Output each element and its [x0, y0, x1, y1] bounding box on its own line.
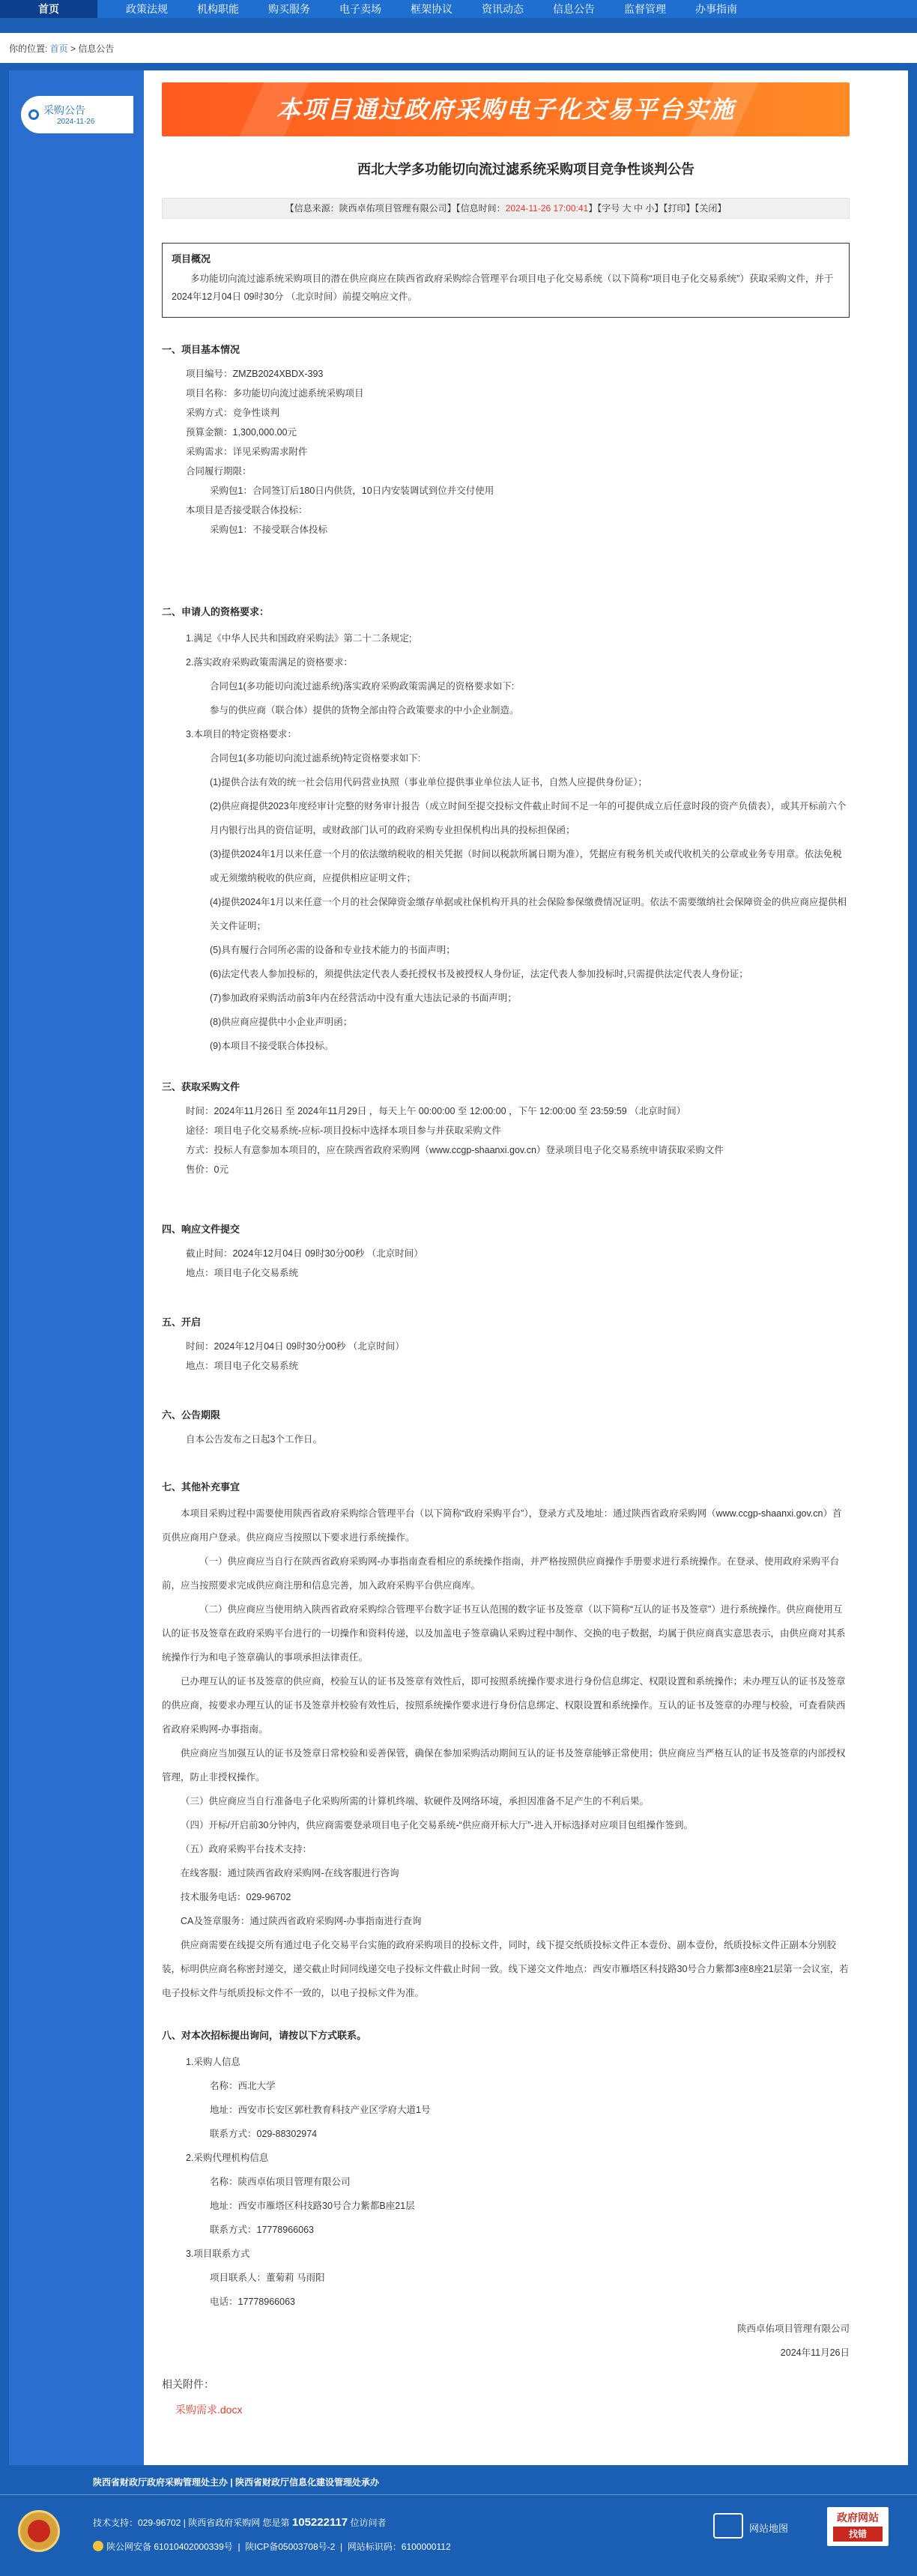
- paragraph: （四）开标/开启前30分钟内，供应商需要登录项目电子化交易系统-“供应商开标大厅”-进入开标选择对应项目包组操作签到。: [181, 1820, 694, 1830]
- qualification-line: 1.满足《中华人民共和国政府采购法》第二十二条规定;: [186, 633, 412, 644]
- breadcrumb: [0, 33, 917, 63]
- nav-guide[interactable]: 办事指南: [695, 3, 737, 15]
- contact-line: 3.项目联系方式: [186, 2249, 250, 2259]
- font-label: 】【字号: [588, 203, 620, 214]
- e-platform-banner: [162, 82, 850, 136]
- project-overview: [162, 243, 850, 318]
- contract-period-value: 采购包1：合同签订后180日内供货，10日内安装调试到位并交付使用: [210, 486, 494, 496]
- icp-police[interactable]: 陕公网安备 61010402000339号: [106, 2542, 233, 2552]
- section-notice-period: [162, 1407, 850, 1449]
- footer-support: [93, 2516, 387, 2529]
- nav-purchase-service[interactable]: 购买服务: [268, 3, 310, 15]
- paragraph: （五）政府采购平台技术支持：: [181, 1844, 312, 1854]
- opening-time: 时间：2024年12月04日 09时30分00秒 （北京时间）: [186, 1341, 405, 1352]
- contact-line: 名称：陕西卓佑项目管理有限公司: [210, 2177, 351, 2187]
- banner-text: 本项目通过政府采购电子化交易平台实施: [276, 95, 735, 124]
- contact-line: 地址：西安市长安区郭杜教育科技产业区学府大道1号: [210, 2105, 431, 2115]
- nav-home[interactable]: 首页: [0, 0, 97, 18]
- print-button[interactable]: 】【打印】: [654, 203, 695, 214]
- time-label: 】【信息时间：: [447, 203, 506, 214]
- section-heading: 八、对本次招标提出询问，请按以下方式联系。: [162, 2030, 367, 2041]
- contact-line: 名称：西北大学: [210, 2081, 276, 2091]
- breadcrumb-sep: >: [70, 43, 76, 54]
- submission-location: 地点：项目电子化交易系统: [186, 1268, 299, 1278]
- qualification-line: (7)参加政府采购活动前3年内在经营活动中没有重大违法记录的书面声明；: [210, 993, 517, 1003]
- contact-line: 电话：17778966063: [210, 2297, 295, 2307]
- qualification-line: (9)本项目不接受联合体投标。: [210, 1041, 334, 1051]
- qualification-line: (8)供应商应提供中小企业声明函；: [210, 1017, 353, 1027]
- section-opening: [162, 1314, 850, 1376]
- notice-period: 自本公告发布之日起3个工作日。: [186, 1434, 322, 1445]
- section-heading: 五、开启: [162, 1316, 202, 1328]
- breadcrumb-prefix: 你的位置:: [9, 43, 48, 54]
- paragraph: （一）供应商应当自行在陕西省政府采购网-办事指南查看相应的系统操作指南，并严格按照供应商操作手册要求进行系统操作。在登录、使用政府采购平台前，应当按照要求完成供应商注册和信息完善，加入政府采购平台供应商库。: [162, 1556, 840, 1591]
- signing-date: 2024年11月26日: [780, 2347, 850, 2358]
- section-heading: 一、项目基本情况: [162, 344, 240, 355]
- section-heading: 六、公告期限: [162, 1409, 221, 1421]
- source-value: 陕西卓佑项目管理有限公司: [339, 203, 447, 214]
- signing-org: 陕西卓佑项目管理有限公司: [736, 2323, 850, 2334]
- paragraph: 本项目采购过程中需要使用陕西省政府采购综合管理平台（以下简称“政府采购平台”），登录方式及地址：通过陕西省政府采购网（www.ccgp-shaanxi.gov.cn）首页供应商用户登录。供应商应当按照以下要求进行系统操作。: [162, 1508, 842, 1543]
- budget-amount: 预算金额：1,300,000.00元: [186, 427, 297, 438]
- breadcrumb-home[interactable]: 首页: [49, 43, 68, 54]
- nav-announcements[interactable]: 信息公告: [553, 3, 595, 15]
- contract-period-label: 合同履行期限：: [186, 466, 252, 477]
- contact-line: 地址：西安市雁塔区科技路30号合力紫都B座21层: [210, 2201, 415, 2211]
- qualification-line: 参与的供应商（联合体）提供的货物全部由符合政策要求的中小企业制造。: [210, 705, 519, 716]
- contact-line: 1.采购人信息: [186, 2057, 240, 2067]
- attachments: [162, 2377, 242, 2417]
- close-button[interactable]: 【关闭】: [694, 203, 727, 214]
- nav-institution[interactable]: 机构职能: [197, 3, 239, 15]
- support-phone: 029-96702: [138, 2518, 181, 2528]
- qualification-line: (6)法定代表人参加投标的，须提供法定代表人委托授权书及被授权人身份证，法定代表人参加投标时,只需提供法定代表人身份证；: [210, 969, 748, 979]
- qualification-line: (3)提供2024年1月以来任意一个月的依法缴纳税收的相关凭据（时间以税款所属日期为准），凭据应有税务机关或代收机关的公章或业务专用章。依法免税或无须缴纳税收的供应商，应提供相应证明文件；: [210, 849, 842, 883]
- visit-suffix: 位访问者: [350, 2518, 387, 2528]
- info-bar: [162, 198, 850, 219]
- section-obtain-documents: [162, 1079, 850, 1179]
- category-date-tab[interactable]: [21, 96, 133, 133]
- procurement-requirement: 采购需求：详见采购需求附件: [186, 447, 308, 457]
- obtain-channel: 途径：项目电子化交易系统-应标-项目投标中选择本项目参与并获取采购文件: [186, 1125, 501, 1136]
- nav-supervision[interactable]: 监督管理: [624, 3, 666, 15]
- section-heading: 四、响应文件提交: [162, 1224, 240, 1235]
- visit-count: 105222117: [291, 2516, 348, 2529]
- left-column: [9, 70, 144, 2465]
- qualification-line: (1)提供合法有效的统一社会信用代码营业执照（事业单位提供事业单位法人证书，自然人应提供身份证）；: [210, 777, 648, 787]
- procurement-method: 采购方式：竞争性谈判: [186, 408, 280, 418]
- footer-org-links[interactable]: 陕西省财政厅政府采购管理处主办 | 陕西省财政厅信息化建设管理处承办: [93, 2477, 380, 2488]
- qualification-line: (4)提供2024年1月以来任意一个月的社会保障资金缴存单据或社保机构开具的社会保险参保缴费情况证明。依法不需要缴纳社会保障资金的供应商应提供相关文件证明；: [210, 897, 847, 931]
- support-label: 技术支持：: [93, 2518, 139, 2528]
- section-submission: [162, 1221, 850, 1283]
- police-badge-icon: [93, 2541, 103, 2551]
- font-small-button[interactable]: 小: [645, 203, 655, 214]
- font-big-button[interactable]: 大: [622, 203, 632, 214]
- contact-line: 联系方式：029-88302974: [210, 2129, 318, 2139]
- nav-news[interactable]: 资讯动态: [482, 3, 524, 15]
- qualification-line: (2)供应商提供2023年度经审计完整的财务审计报告（成立时间至提交投标文件截止时间不足一年的可提供成立后任意时段的资产负债表），或其开标前六个月内银行出具的资信证明，或财政部门认可的政府采购专业担保机构出具的投标担保函；: [210, 801, 847, 835]
- category-label: 采购公告: [43, 104, 85, 116]
- paragraph: 已办理互认的证书及签章的供应商，校验互认的证书及签章有效性后，即可按照系统操作要求进行身份信息绑定、权限设置和系统操作；未办理互认的证书及签章的供应商，按要求办理互认的证书及签章并校验有效性后，按照系统操作要求进行身份信息绑定、权限设置和系统操作。互认的证书及签章的办理与校验，可查看陕西省政府采购网-办事指南。: [162, 1676, 846, 1735]
- paragraph: 供应商应当加强互认的证书及签章日常校验和妥善保管，确保在参加采购活动期间互认的证书及签章能够正常使用；供应商应当严格互认的证书及签章的内部授权管理，防止非授权操作。: [162, 1748, 846, 1783]
- sitemap-link[interactable]: 网站地图: [749, 2523, 789, 2534]
- footer-top: [0, 2465, 917, 2495]
- font-mid-button[interactable]: 中: [633, 203, 643, 214]
- qualification-line: 3.本项目的特定资格要求：: [186, 729, 297, 740]
- support-mid: | 陕西省政府采购网 您是第: [183, 2518, 290, 2528]
- obtain-price: 售价：0元: [186, 1164, 229, 1175]
- qualification-line: 2.落实政府采购政策需满足的资格要求：: [186, 657, 353, 668]
- icp-record[interactable]: 陕ICP备05003708号-2: [245, 2542, 336, 2552]
- overview-text: 多功能切向流过滤系统采购项目的潜在供应商应在陕西省政府采购综合管理平台项目电子化交易系统（以下简称“项目电子化交易系统”）获取采购文件，并于 2024年12月04日 09时30分 （北京时间）前提交响应文件。: [172, 273, 834, 302]
- paragraph: 技术服务电话：029-96702: [181, 1892, 291, 1902]
- paragraph: 在线客服：通过陕西省政府采购网-在线客服进行咨询: [181, 1868, 399, 1878]
- project-number: 项目编号：ZMZB2024XBDX-393: [186, 369, 324, 379]
- site-code: 网站标识码：6100000112: [347, 2542, 451, 2552]
- section-qualifications: [162, 604, 850, 1058]
- section-heading: 七、其他补充事宜: [162, 1481, 240, 1493]
- nav-framework[interactable]: 框架协议: [411, 3, 453, 15]
- section-contacts: [162, 2028, 850, 2365]
- circle-icon: [28, 109, 39, 120]
- paragraph: CA及签章服务：通过陕西省政府采购网-办事指南进行查询: [181, 1916, 422, 1926]
- paragraph: （三）供应商应当自行准备电子化采购所需的计算机终端、软硬件及网络环境，承担因准备不足产生的不利后果。: [181, 1796, 650, 1806]
- contact-line: 联系方式：17778966063: [210, 2225, 314, 2235]
- attachment-file-link[interactable]: 采购需求.docx: [175, 2404, 243, 2416]
- gov-error-report[interactable]: [827, 2507, 889, 2546]
- top-nav: [0, 0, 917, 18]
- section-heading: 二、申请人的资格要求：: [162, 606, 270, 617]
- nav-policy[interactable]: 政策法规: [126, 3, 168, 15]
- paragraph: 供应商需要在线提交所有通过电子化交易平台实施的政府采购项目的投标文件，同时，线下提交纸质投标文件正本壹份、副本壹份，纸质投标文件正副本分别胶装，标明供应商名称密封递交，递交截止时间同线递交电子投标文件截止时间一致。线下递交文件地点：西安市雁塔区科技路30号合力紫都3座8座21层第一会议室，若电子投标文件与纸质投标文件不一致的，以电子投标文件为准。: [162, 1940, 849, 1998]
- publish-date: 2024-11-26: [57, 118, 95, 126]
- paragraph: （二）供应商应当使用纳入陕西省政府采购综合管理平台数字证书互认范围的数字证书及签章（以下简称“互认的证书及签章”）进行系统操作。供应商使用互认的证书及签章在政府采购平台进行的一切操作和资料传递，以及加盖电子签章确认采购过程中制作、交换的电子数据，均属于供应商真实意思表示，由供应商对其系统操作行为和电子签章确认的事项承担法律责任。: [162, 1604, 846, 1663]
- consortium-label: 本项目是否接受联合体投标：: [186, 505, 308, 515]
- project-name: 项目名称：多功能切向流过滤系统采购项目: [186, 388, 364, 399]
- footer: [0, 2465, 917, 2576]
- section-heading: 三、获取采购文件: [162, 1081, 240, 1092]
- map-icon[interactable]: [713, 2513, 743, 2539]
- obtain-method: 方式：投标人有意参加本项目的，应在陕西省政府采购网（www.ccgp-shaanxi.gov.cn）登录项目电子化交易系统申请获取采购文件: [186, 1145, 724, 1155]
- error-label: 找错: [833, 2527, 883, 2542]
- contact-line: 项目联系人：董菊莉 马雨阳: [210, 2273, 325, 2283]
- nav-e-mall[interactable]: 电子卖场: [339, 3, 381, 15]
- page-title: 西北大学多功能切向流过滤系统采购项目竞争性谈判公告: [357, 162, 694, 177]
- opening-location: 地点：项目电子化交易系统: [186, 1361, 299, 1371]
- overview-heading: 项目概况: [172, 253, 211, 264]
- attachments-label: 相关附件：: [162, 2378, 214, 2390]
- contact-line: 2.采购代理机构信息: [186, 2153, 269, 2163]
- time-value: 2024-11-26 17:00:41: [505, 203, 589, 214]
- main-area: [9, 70, 908, 2465]
- breadcrumb-current[interactable]: 信息公告: [78, 43, 115, 54]
- section-other-matters: [162, 1479, 850, 2005]
- source-label: 【信息来源：: [285, 203, 339, 214]
- qualification-line: (5)具有履行合同所必需的设备和专业技术能力的书面声明；: [210, 945, 456, 955]
- section-basic-info: [162, 342, 850, 539]
- emblem-icon: [18, 2510, 60, 2552]
- qualification-line: 合同包1(多功能切向流过滤系统)落实政府采购政策需满足的资格要求如下:: [210, 681, 515, 692]
- obtain-time: 时间：2024年11月26日 至 2024年11月29日 ，每天上午 00:00:00 至 12:00:00 ，下午 12:00:00 至 23:59:59 （北京时间）: [186, 1106, 686, 1116]
- submission-deadline: 截止时间：2024年12月04日 09时30分00秒 （北京时间）: [186, 1248, 423, 1259]
- article-panel: [144, 70, 908, 2465]
- consortium-value: 采购包1：不接受联合体投标: [210, 524, 327, 535]
- gov-label: 政府网站: [837, 2512, 879, 2524]
- footer-icp: 陕公网安备 61010402000339号 | 陕ICP备05003708号-2 | 网站标识码：6100000112: [93, 2540, 451, 2553]
- qualification-line: 合同包1(多功能切向流过滤系统)特定资格要求如下:: [210, 753, 421, 764]
